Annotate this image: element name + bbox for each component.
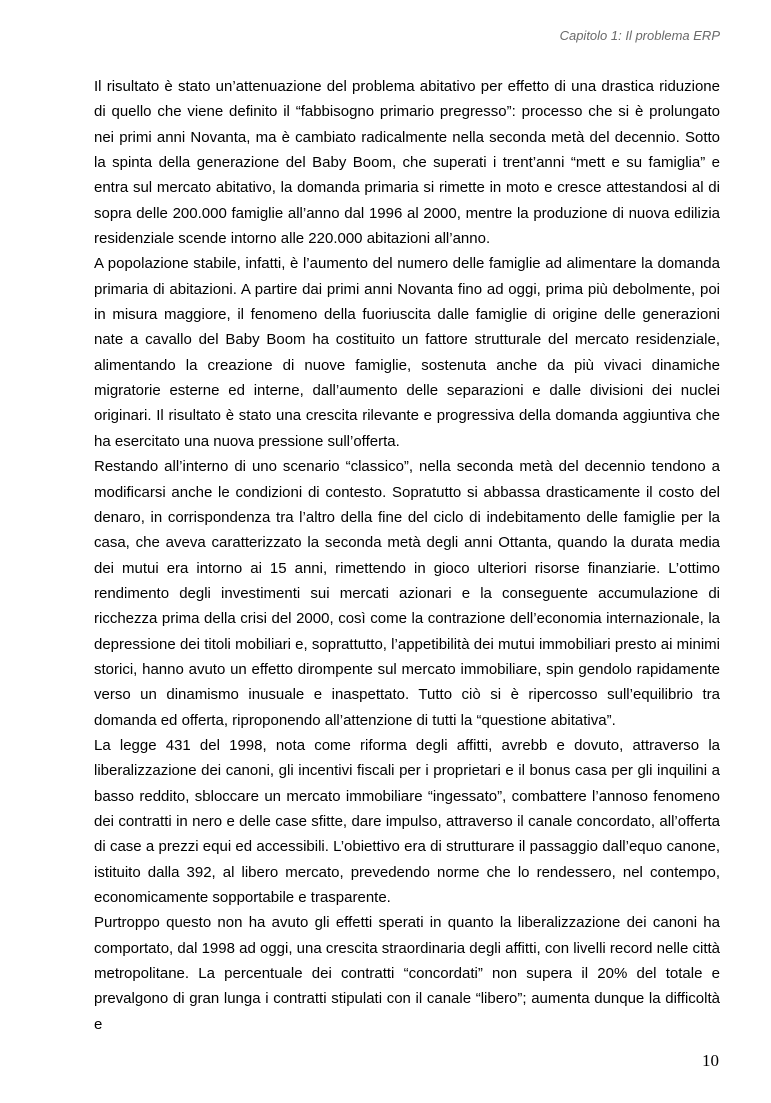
paragraph: Purtroppo questo non ha avuto gli effetti sperati in quanto la liberalizzazione dei canoni ha comportato, dal 1998 ad oggi, una crescita straordinaria degli affitti, con livelli record nelle città metropolitane. La percentuale dei contratti “concordati” non supera il 20% del totale e prevalgono di gran lunga i contratti stipulati con il canale “libero”; aumenta dunque la difficoltà e	[94, 914, 720, 1033]
running-head: Capitolo 1: Il problema ERP	[559, 28, 720, 43]
body-text	[94, 74, 720, 1037]
page-number: 10	[702, 1051, 719, 1070]
paragraph: La legge 431 del 1998, nota come riforma degli affitti, avrebb e dovuto, attraverso la liberalizzazione dei canoni, gli incentivi fiscali per i proprietari e il bonus casa per gli inquilini a basso reddito, sbloccare un mercato immobiliare “ingessato”, combattere l’annoso fenomeno dei contratti in nero e delle case sfitte, dare impulso, attraverso il canale concordato, all’offerta di case a prezzi equi ed accessibili. L’obiettivo era di strutturare il passaggio dall’equo canone, istituito dalla 392, al libero mercato, prevedendo norme che lo rendessero, nel contempo, economicamente sopportabile e trasparente.	[94, 736, 720, 906]
paragraph: Il risultato è stato un’attenuazione del problema abitativo per effetto di una drastica riduzione di quello che viene definito il “fabbisogno primario pregresso”: processo che si è prolungato nei primi anni Novanta, ma è cambiato radicalmente nella seconda metà del decennio. Sotto la spinta della generazione del Baby Boom, che superati i trent’anni “mett e su famiglia” e entra sul mercato abitativo, la domanda primaria si rimette in moto e cresce attestandosi al di sopra delle 200.000 famiglie all’anno dal 1996 al 2000, mentre la produzione di nuova edilizia residenziale scende intorno alle 220.000 abitazioni all’anno.	[94, 78, 720, 248]
paragraph: Restando all’interno di uno scenario “classico”, nella seconda metà del decennio tendono a modificarsi anche le condizioni di contesto. Sopratutto si abbassa drasticamente il costo del denaro, in corrispondenza tra l’altro della fine del ciclo di indebitamento delle famiglie per la casa, che aveva caratterizzato la seconda metà degli anni Ottanta, quando la durata media dei mutui era intorno ai 15 anni, rimettendo in gioco ulteriori risorse finanziarie. L’ottimo rendimento degli investimenti sui mercati azionari e la conseguente accumulazione di ricchezza prima della crisi del 2000, così come la contrazione dell’economia internazionale, la depressione dei titoli mobiliari e, soprattutto, l’appetibilità dei mutui immobiliari presto ai minimi storici, hanno avuto un effetto dirompente sul mercato immobiliare, spin gendolo rapidamente verso un dinamismo inusuale e inaspettato. Tutto ciò si è ripercosso sull’equilibrio tra domanda ed offerta, riproponendo all’attenzione di tutti la “questione abitativa”.	[94, 458, 720, 729]
paragraph: A popolazione stabile, infatti, è l’aumento del numero delle famiglie ad alimentare la domanda primaria di abitazioni. A partire dai primi anni Novanta fino ad oggi, prima più debolmente, poi in misura maggiore, il fenomeno della fuoriuscita dalle famiglie di origine delle generazioni nate a cavallo del Baby Boom ha costituito un fattore strutturale del mercato residenziale, alimentando la creazione di nuove famiglie, sostenuta anche da più vivaci dinamiche migratorie esterne ed interne, dall’aumento delle separazioni e dalle divisioni dei nuclei originari. Il risultato è stato una crescita rilevante e progressiva della domanda aggiuntiva che ha esercitato una nuova pressione sull’offerta.	[94, 255, 720, 450]
